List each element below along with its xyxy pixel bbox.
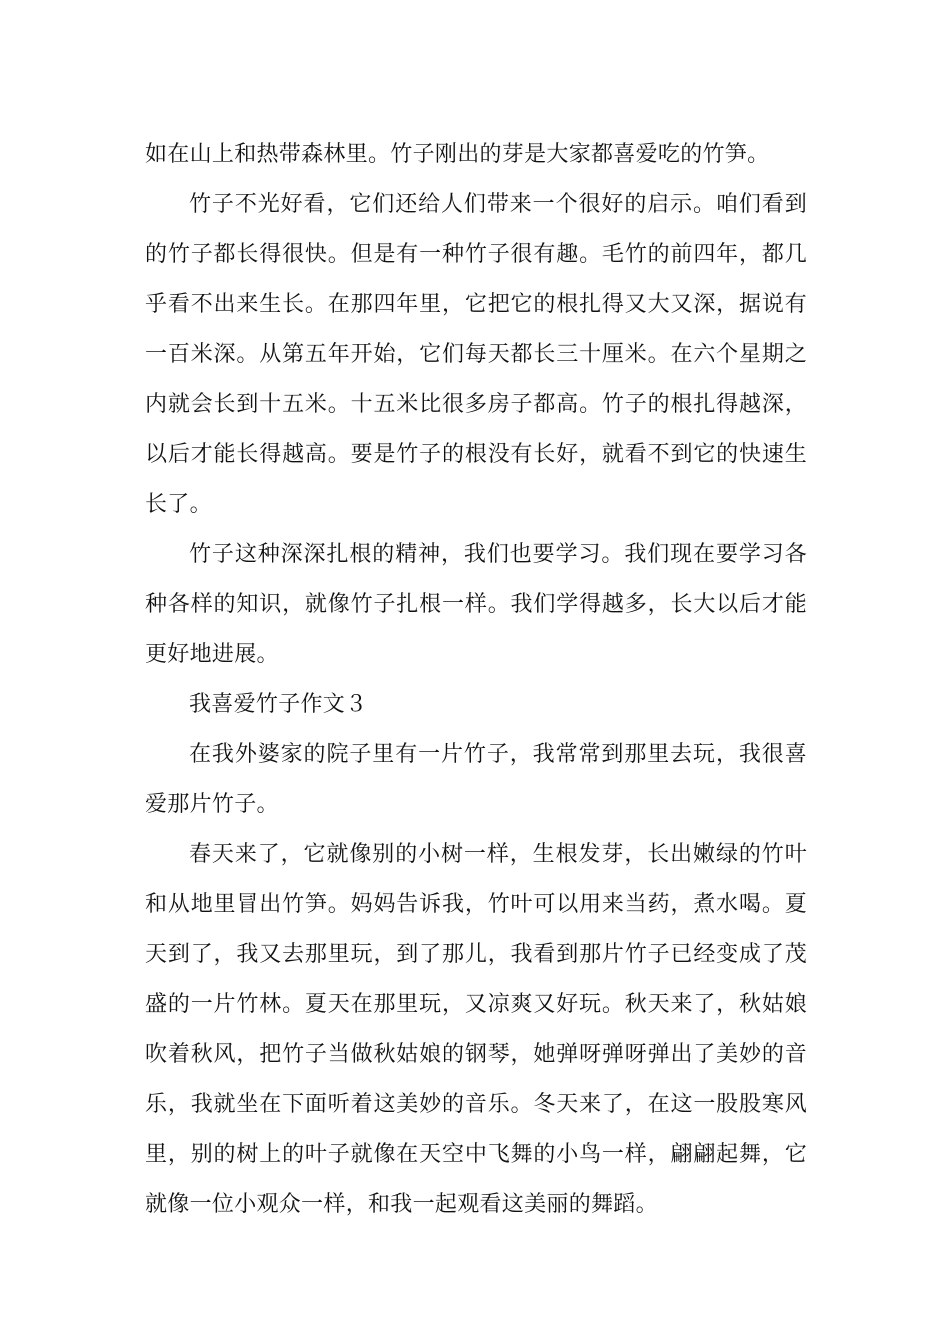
document-body — [145, 130, 807, 1230]
paragraph-continued: 如在山上和热带森林里。竹子刚出的芽是大家都喜爱吃的竹笋。 — [145, 142, 770, 167]
paragraph-bamboo-inspiration: 竹子不光好看，它们还给人们带来一个很好的启示。咱们看到的竹子都长得很快。但是有一种竹子很有趣。毛竹的前四年，都几乎看不出来生长。在那四年里，它把它的根扎得又大又深，据说有一百米深。从第五年开始，它们每天都长三十厘米。在六个星期之内就会长到十五米。十五米比很多房子都高。竹子的根扎得越深，以后才能长得越高。要是竹子的根没有长好，就看不到它的快速生长了。 — [145, 192, 807, 517]
paragraph-four-seasons: 春天来了，它就像别的小树一样，生根发芽，长出嫩绿的竹叶和从地里冒出竹笋。妈妈告诉我，竹叶可以用来当药，煮水喝。夏天到了，我又去那里玩，到了那儿，我看到那片竹子已经变成了茂盛的一片竹林。夏天在那里玩，又凉爽又好玩。秋天来了，秋姑娘吹着秋风，把竹子当做秋姑娘的钢琴，她弹呀弹呀弹出了美妙的音乐，我就坐在下面听着这美妙的音乐。冬天来了，在这一股股寒风里，别的树上的叶子就像在天空中飞舞的小鸟一样，翩翩起舞，它就像一位小观众一样，和我一起观看这美丽的舞蹈。 — [145, 842, 807, 1217]
essay-title: 我喜爱竹子作文３ — [189, 692, 368, 717]
paragraph-grandma-yard: 在我外婆家的院子里有一片竹子，我常常到那里去玩，我很喜爱那片竹子。 — [145, 742, 807, 817]
paragraph-learning-spirit: 竹子这种深深扎根的精神，我们也要学习。我们现在要学习各种各样的知识，就像竹子扎根一样。我们学得越多，长大以后才能更好地进展。 — [145, 542, 807, 667]
